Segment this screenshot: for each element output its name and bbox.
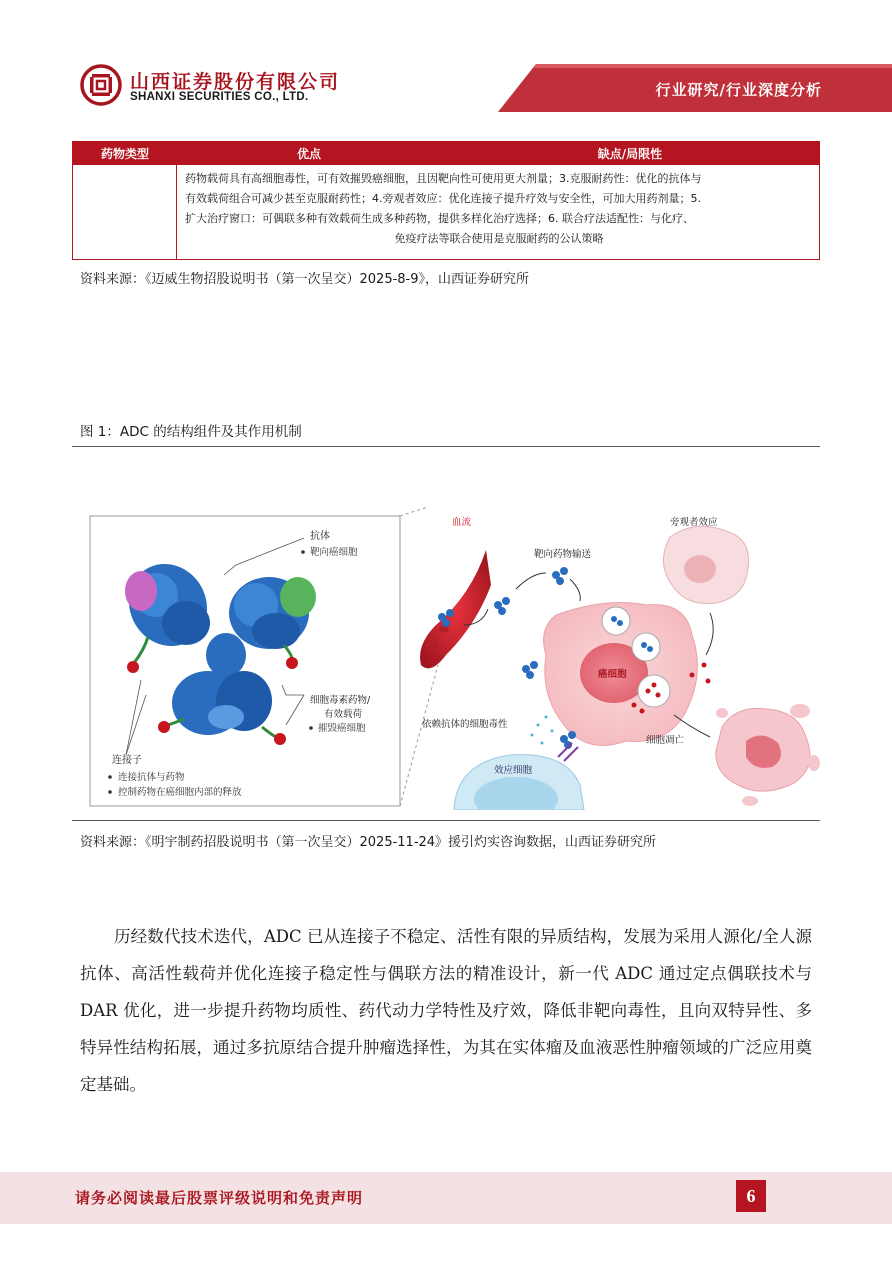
page-number: 6 bbox=[736, 1180, 766, 1212]
blood-label: 血流 bbox=[452, 517, 472, 528]
linker-label: 连接子 bbox=[112, 755, 142, 766]
comparison-table bbox=[72, 141, 820, 260]
company-name-en: SHANXI SECURITIES CO., LTD. bbox=[130, 91, 309, 103]
table-header-row bbox=[73, 142, 819, 165]
table-line: 药物载荷具有高细胞毒性，可有效摧毁癌细胞，且因靶向性可使用更大剂量；3.克服耐药性：优化的抗体与 bbox=[185, 172, 702, 185]
payload-sub: 有效载荷 bbox=[324, 709, 363, 720]
blood-vessel bbox=[420, 550, 491, 668]
payload-bullet: 摧毁癌细胞 bbox=[318, 723, 366, 734]
bystander-label: 旁观者效应 bbox=[670, 517, 718, 528]
delivery-label: 靶向药物输送 bbox=[534, 549, 592, 560]
cancer-cell-label: 癌细胞 bbox=[598, 669, 627, 680]
table-cell-pros bbox=[177, 165, 819, 259]
table-header-cons: 缺点/局限性 bbox=[597, 147, 663, 161]
payload-label: 细胞毒素药物/ bbox=[310, 695, 371, 706]
table-cell-type bbox=[73, 165, 177, 259]
section-label: 行业研究/行业深度分析 bbox=[655, 81, 822, 99]
table-header-type: 药物类型 bbox=[100, 147, 149, 161]
linker-bullet-1: 连接抗体与药物 bbox=[118, 772, 185, 783]
figure-top-rule bbox=[72, 446, 820, 447]
company-logo-icon bbox=[80, 64, 122, 106]
company-name-cn: 山西证券股份有限公司 bbox=[130, 71, 341, 93]
table-line: 有效载荷组合可减少甚至克服耐药性；4.旁观者效应：优化连接子提升疗效与安全性，可加大用药剂量；5. bbox=[185, 192, 701, 205]
figure-title: 图 1：ADC 的结构组件及其作用机制 bbox=[80, 424, 302, 440]
antibody-bullet: 靶向癌细胞 bbox=[310, 547, 358, 558]
body-paragraph: 历经数代技术迭代，ADC 已从连接子不稳定、活性有限的异质结构，发展为采用人源化/全人源抗体、高活性载荷并优化连接子稳定性与偶联方法的精准设计，新一代 ADC 通过定点偶联技术与 DAR 优化，进一步提升药物均质性、药代动力学特性及疗效，降低非靶向毒性，且向双特异性、多特异性结构拓展，通过多抗原结合提升肿瘤选择性，为其在实体瘤及血液恶性肿瘤领域的广泛应用奠定基础。 bbox=[80, 927, 812, 1094]
adcc-label: 依赖抗体的细胞毒性 bbox=[422, 719, 508, 730]
disclaimer-text: 请务必阅读最后股票评级说明和免责声明 bbox=[75, 1189, 364, 1207]
figure-bottom-rule bbox=[72, 820, 820, 821]
table-line: 免疫疗法等联合使用是克服耐药的公认策略 bbox=[394, 232, 604, 245]
antibody-label: 抗体 bbox=[310, 531, 330, 542]
table-row bbox=[73, 165, 819, 259]
linker-bullet-2: 控制药物在癌细胞内部的释放 bbox=[118, 787, 242, 798]
table-source: 资料来源：《迈威生物招股说明书（第一次呈交）2025-8-9》，山西证券研究所 bbox=[80, 272, 530, 287]
figure-source: 资料来源：《明宇制药招股说明书（第一次呈交）2025-11-24》援引灼实咨询数据，山西证券研究所 bbox=[80, 835, 657, 850]
apoptosis-label: 细胞凋亡 bbox=[646, 735, 685, 746]
adc-mechanism-figure bbox=[86, 505, 820, 810]
page-footer bbox=[0, 1172, 892, 1224]
table-line: 扩大治疗窗口：可偶联多种有效载荷生成多种药物，提供多样化治疗选择；6. 联合疗法适配性：与化疗、 bbox=[185, 212, 694, 225]
page-header bbox=[0, 0, 892, 112]
table-header-pros: 优点 bbox=[296, 147, 321, 161]
effector-label: 效应细胞 bbox=[494, 765, 533, 776]
